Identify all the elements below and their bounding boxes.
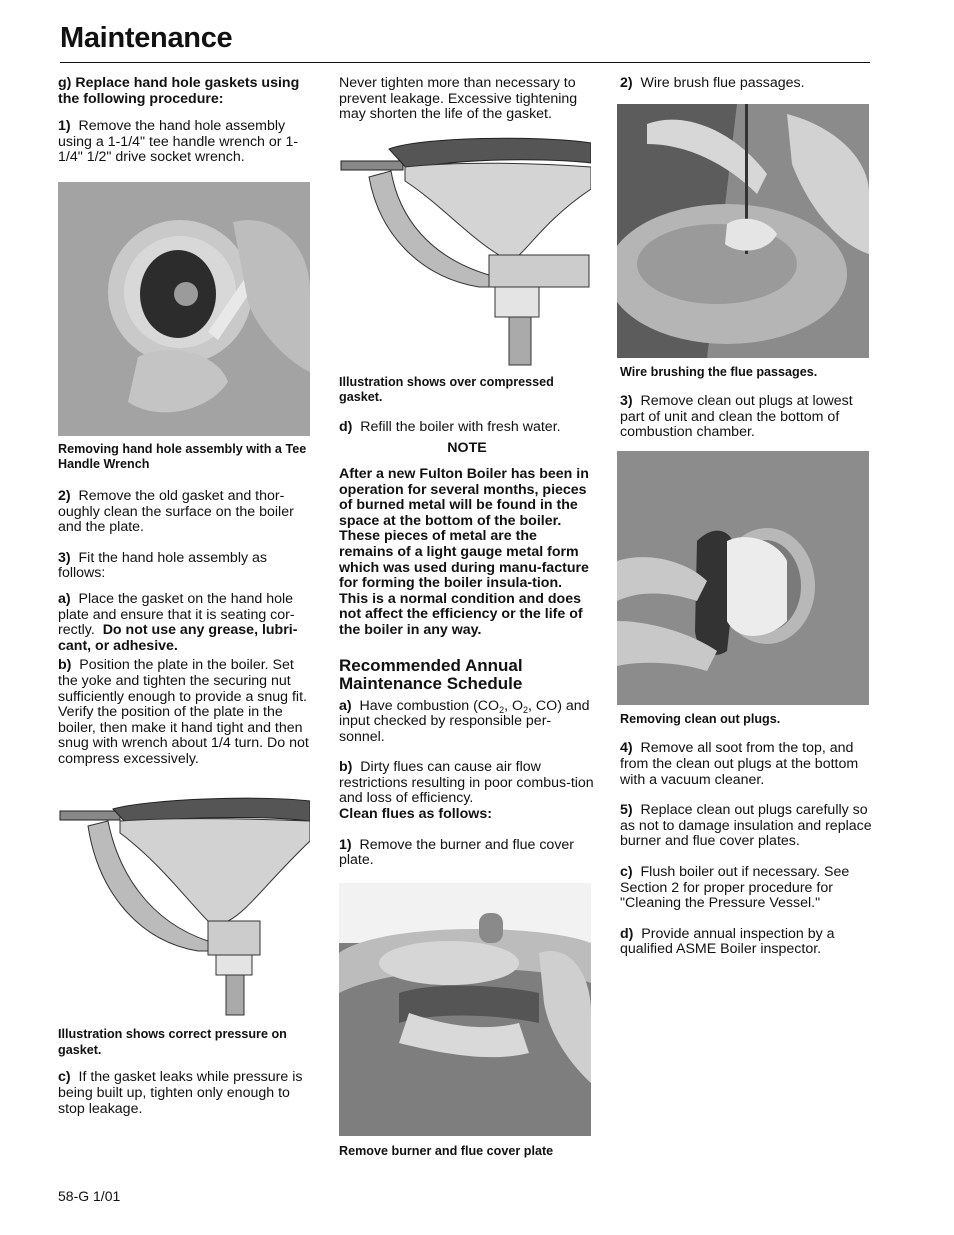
step-number: b): [339, 759, 353, 776]
step-text: Dirty flues can cause air flow restrictions resulting in poor combus-tion and loss of efficiency.: [339, 759, 594, 807]
step-number: 2): [620, 75, 633, 91]
step-number: a): [339, 697, 352, 714]
step-text: Remove clean out plugs at lowest part of unit and clean the bottom of combustion chamber.: [620, 393, 853, 441]
illustration-overcompressed-gasket: [339, 137, 591, 367]
g-heading: g) Replace hand hole gaskets using the following procedure:: [58, 75, 300, 107]
photo3-caption: Wire brushing the flue passages.: [620, 364, 818, 379]
col3-step-d-paragraph: [620, 927, 872, 958]
step-text: Remove the burner and flue cover plate.: [339, 836, 575, 869]
step-text: Remove the old gasket and thor-oughly clean the surface on the boiler and the plate.: [58, 487, 294, 536]
photo-burner-cover-removal: [339, 883, 591, 1136]
title-rule: [60, 62, 870, 63]
step-number: 3): [58, 549, 71, 566]
photo-handhole-removal: [58, 182, 310, 436]
step-text: , O: [504, 697, 524, 714]
illus1-caption: Illustration shows correct pressure on gasket.: [58, 1027, 287, 1057]
step-number: 2): [58, 487, 71, 504]
column-2: [339, 76, 595, 1159]
step-number: c): [620, 863, 633, 880]
schedule-b-paragraph: [339, 760, 595, 807]
photo4-caption: Removing clean out plugs.: [620, 711, 781, 726]
step-text: , CO) and input checked by responsible per-sonnel.: [339, 697, 590, 745]
step-text: Position the plate in the boiler. Set the yoke and tighten the securing nut sufficiently enough to provide a snug fit. Verify the position of the plate in the boiler, then make it hand tight and then snug with wrench about 1/4 turn. Do not compress excessively.: [58, 657, 309, 767]
step-text: Place the gasket on the hand hole plate and ensure that it is seating cor-rectly.: [58, 590, 295, 639]
photo-clean-out-plugs: [617, 451, 869, 705]
illus2-caption: Illustration shows over compressed gasket.: [339, 374, 554, 405]
column-3: [620, 76, 872, 958]
warning-text: Do not use any grease, lubri-cant, or adhesive.: [58, 622, 298, 654]
column-1: [58, 76, 314, 1117]
step-text: Flush boiler out if necessary. See Section 2 for proper procedure for "Cleaning the Pressure Vessel.": [620, 863, 850, 912]
step-c-paragraph: [58, 1070, 314, 1117]
step-text: Wire brush flue passages.: [640, 75, 805, 91]
step-text: If the gasket leaks while pressure is being built up, tighten only enough to stop leakage.: [58, 1069, 303, 1117]
step-b-paragraph: [58, 658, 314, 767]
clean-step1-paragraph: [339, 838, 595, 869]
step-text: Remove all soot from the top, and from the clean out plugs at the bottom with a vacuum cleaner.: [620, 740, 859, 788]
step-number: d): [620, 925, 634, 942]
step-text: Provide annual inspection by a qualified ASME Boiler inspector.: [620, 925, 835, 958]
step-text: Have combustion (CO: [359, 697, 500, 714]
step-text: Refill the boiler with fresh water.: [360, 418, 561, 435]
step-number: 1): [339, 836, 352, 853]
note-title: NOTE: [447, 440, 487, 457]
step2-paragraph: [58, 489, 314, 536]
step-d-paragraph: [339, 420, 595, 436]
step-number: 3): [620, 393, 633, 410]
photo2-caption: Remove burner and flue cover plate: [339, 1143, 554, 1158]
page-footer: 58-G 1/01: [58, 1188, 121, 1204]
step-number: 4): [620, 740, 633, 757]
col3-step4-paragraph: [620, 741, 872, 788]
photo1-caption: Removing hand hole assembly with a Tee Handle Wrench: [58, 441, 307, 472]
step-number: b): [58, 657, 72, 674]
clean-flues-heading: Clean flues as follows:: [339, 806, 492, 823]
step-number: a): [58, 590, 71, 607]
illustration-correct-gasket: [58, 781, 310, 1019]
step1-paragraph: [58, 119, 314, 166]
step-number: d): [339, 418, 353, 435]
col3-step2-paragraph: [620, 76, 872, 92]
note-text: After a new Fulton Boiler has been in operation for several months, pieces of burned metal will be found in the space at the bottom of the boiler. These pieces of metal are the remains of a light gauge metal form which was used during manu-facture for forming the boiler insula-tion. This is a normal condition and does not affect the efficiency or the life of the boiler in any way.: [339, 465, 589, 638]
page-title: Maintenance: [60, 22, 233, 54]
col3-step-c-paragraph: [620, 865, 872, 912]
step-text: Replace clean out plugs carefully so as not to damage insulation and replace burner and flue cover plates.: [620, 802, 872, 850]
step-number: 5): [620, 802, 633, 819]
step-number: 1): [58, 118, 71, 135]
intro-paragraph: Never tighten more than necessary to prevent leakage. Excessive tightening may shorten the life of the gasket.: [339, 75, 578, 123]
step-a-paragraph: [58, 592, 314, 654]
step-text: Fit the hand hole assembly as follows:: [58, 549, 267, 582]
photo-wire-brushing: [617, 104, 869, 358]
section-heading: Recommended Annual Maintenance Schedule: [339, 655, 523, 693]
col3-step3-paragraph: [620, 394, 872, 441]
schedule-a-paragraph: [339, 699, 595, 746]
subscript: 2: [523, 704, 529, 715]
step3-paragraph: [58, 551, 314, 582]
col3-step5-paragraph: [620, 803, 872, 850]
subscript: 2: [499, 704, 505, 715]
step-text: Remove the hand hole assembly using a 1-1/4" tee handle wrench or 1-1/4" 1/2" drive socket wrench.: [58, 118, 299, 166]
step-number: c): [58, 1069, 71, 1086]
